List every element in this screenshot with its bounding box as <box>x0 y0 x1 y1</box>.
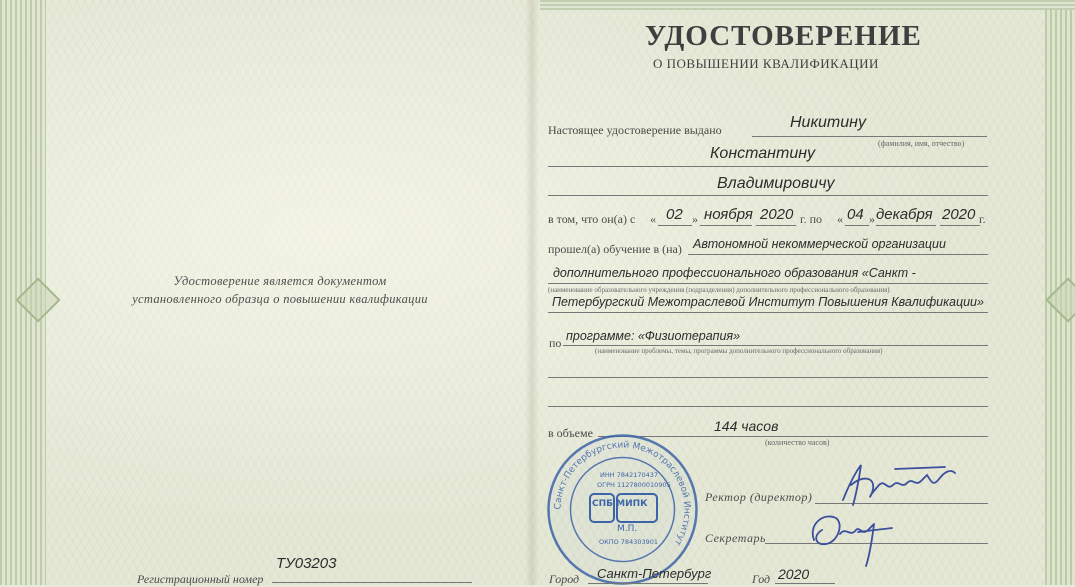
name-caption: (фамилия, имя, отчество) <box>878 139 965 148</box>
from-year: 2020 <box>760 206 794 223</box>
left-note-line2: установленного образца о повышении квалификации <box>132 292 428 306</box>
period-g: г. <box>979 212 986 226</box>
institution-label: прошел(а) обучение в (на) <box>548 242 682 256</box>
document-title: УДОСТОВЕРЕНИЕ <box>645 20 922 52</box>
program-line <box>563 345 988 346</box>
seal-ogrn: ОГРН 1127800010905 <box>597 481 671 489</box>
program-label: по <box>549 336 562 350</box>
volume-value: 144 часов <box>714 418 779 434</box>
document-subtitle: О ПОВЫШЕНИИ КВАЛИФИКАЦИИ <box>653 56 879 71</box>
institution-text-line2: дополнительного профессионального образования «Санкт - <box>553 266 916 280</box>
institution-caption: (наименование образовательного учреждения (подразделения) дополнительного профессионального образования) <box>548 286 890 294</box>
seal-okpo: ОКПО 784303901 <box>599 538 659 546</box>
seal-abbr: СПБ МИПК <box>592 499 648 509</box>
program-extra-line2 <box>548 406 988 407</box>
institution-line3 <box>548 312 988 313</box>
quote-close-to: » <box>869 212 875 226</box>
city-label: Город <box>549 572 580 586</box>
seal-mp: М.П. <box>617 524 638 534</box>
registration-number: ТУ03203 <box>276 555 337 572</box>
quote-close-from: » <box>692 212 698 226</box>
period-g-po: г. по <box>800 212 822 226</box>
quote-open-to: « <box>837 212 843 226</box>
year-label: Год <box>752 572 771 586</box>
quote-open-from: « <box>650 212 656 226</box>
rector-label: Ректор (директор) <box>705 490 813 504</box>
program-value: программе: «Физиотерапия» <box>566 329 741 343</box>
to-year-line <box>940 225 980 226</box>
seal-ring-text: Санкт-Петербургский Межотраслевой Институт <box>553 440 692 548</box>
period-prefix: в том, что он(а) с <box>548 212 636 226</box>
from-year-line <box>756 225 796 226</box>
seal-inn: ИНН 7842170437 <box>600 471 659 479</box>
from-month: ноября <box>704 206 753 223</box>
secretary-label: Секретарь <box>705 531 766 545</box>
city-line <box>588 583 708 584</box>
program-caption: (наименование проблемы, темы, программы дополнительного профессионального образования) <box>595 347 883 355</box>
from-month-line <box>700 225 752 226</box>
institution-line2 <box>548 283 988 284</box>
volume-caption: (количество часов) <box>765 438 830 447</box>
left-note-line1: Удостоверение является документом <box>173 274 387 288</box>
to-month-line <box>876 225 936 226</box>
year-line <box>775 583 835 584</box>
official-seal <box>545 432 700 587</box>
from-day: 02 <box>666 206 683 223</box>
recipient-surname: Никитину <box>790 114 866 131</box>
year-value: 2020 <box>778 566 810 582</box>
city-value: Санкт-Петербург <box>597 566 712 581</box>
to-month: декабря <box>876 206 933 223</box>
volume-label: в объеме <box>548 426 593 440</box>
issued-label: Настоящее удостоверение выдано <box>548 123 722 137</box>
patronymic-line <box>548 195 988 196</box>
secretary-signature <box>800 500 920 570</box>
surname-line <box>752 136 987 137</box>
to-day-line <box>845 225 869 226</box>
institution-text-line3: Петербургский Межотраслевой Институт Повышения Квалификации» <box>552 295 984 309</box>
from-day-line <box>658 225 692 226</box>
first-name-line <box>548 166 988 167</box>
guilloche-border-top <box>540 0 1075 10</box>
registration-label: Регистрационный номер <box>137 572 264 586</box>
to-year: 2020 <box>942 206 976 223</box>
program-extra-line1 <box>548 377 988 378</box>
registration-line <box>272 582 472 583</box>
to-day: 04 <box>847 206 864 223</box>
institution-text-line1: Автономной некоммерческой организации <box>693 237 946 251</box>
institution-line1 <box>688 254 988 255</box>
recipient-first-name: Константину <box>710 145 816 162</box>
page-fold <box>525 0 539 585</box>
recipient-patronymic: Владимировичу <box>717 175 835 192</box>
